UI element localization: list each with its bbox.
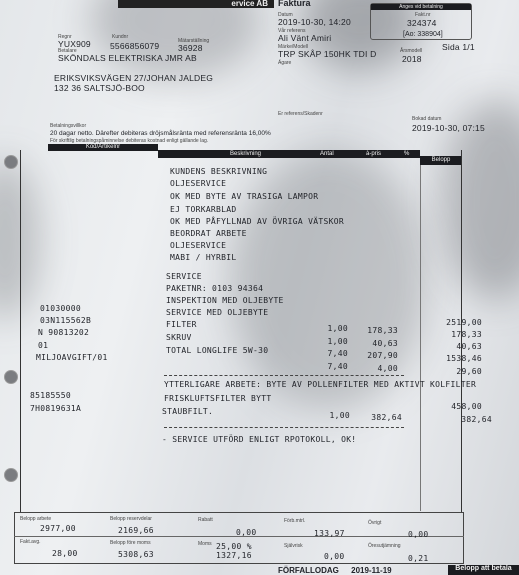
row-desc: SERVICE MED OLJEBYTE <box>166 308 269 317</box>
row-kod: 01 <box>38 341 49 350</box>
ovrigt-label: Övrigt <box>368 520 382 526</box>
forfallodag <box>278 566 392 575</box>
row-kod: 01030000 <box>40 304 81 313</box>
invoice-number: 324374 <box>407 18 437 28</box>
desc-line: MABI / HYRBIL <box>170 253 237 262</box>
punch-hole <box>4 370 18 384</box>
row-antal: 1,00 <box>327 337 348 346</box>
separator-line <box>164 375 404 376</box>
col-pct-label: % <box>404 151 410 157</box>
arbete-label: Belopp arbete <box>20 516 52 522</box>
row-kod: 03N115562B <box>40 316 92 325</box>
separator-line <box>164 427 404 428</box>
row-apris: 4,00 <box>377 364 398 373</box>
regnr: YUX909 <box>58 39 91 49</box>
matar-label: Mätarställning <box>178 38 210 44</box>
oresut-label: Öresutjämning <box>368 543 401 549</box>
desc-line: EJ TORKARBLAD <box>170 205 237 214</box>
row-kod: MILJOAVGIFT/01 <box>36 353 108 362</box>
var-ref-label: Vår referens <box>278 28 306 34</box>
row-kod: 7H0819631A <box>30 404 82 413</box>
row-antal: 1,00 <box>329 411 350 420</box>
row-apris: 178,33 <box>367 326 398 335</box>
desc-line: OLJESERVICE <box>170 179 227 188</box>
amount-to-pay-banner <box>448 565 519 575</box>
row-desc: FILTER <box>166 320 197 329</box>
desc-line: OK MED BYTE AV TRASIGA LAMPOR <box>170 192 319 201</box>
bokad-datum: 2019-10-30, 07:15 <box>412 123 485 133</box>
row-belopp: 2519,00 <box>446 318 482 327</box>
row-belopp: 1538,46 <box>446 354 482 363</box>
address-line-2: 132 36 SALTSJÖ-BOO <box>54 83 145 93</box>
service-line: SERVICE <box>166 272 202 281</box>
col-kod-label: Kod/Artikelnr <box>85 144 121 150</box>
col-belopp-label: Belopp <box>431 157 451 163</box>
address-line-1: ERIKSVIKSVÄGEN 27/JOHAN JALDEG <box>54 73 214 83</box>
moms-value: 1327,16 <box>216 551 252 560</box>
punch-hole <box>4 468 18 482</box>
ao-reference: [Ao: 338904] <box>403 31 443 38</box>
row-kod: N 90813202 <box>38 328 90 337</box>
row-apris: 40,63 <box>372 339 398 348</box>
row-belopp: 40,63 <box>456 342 482 351</box>
row-kod: 85185550 <box>30 391 71 400</box>
company-title: ervice AB <box>231 0 268 8</box>
row-desc: STAUBFILT. <box>162 407 214 416</box>
row-apris: 207,90 <box>367 351 398 360</box>
oresut-value: 0,21 <box>408 554 429 563</box>
arsmodell: 2018 <box>402 54 422 64</box>
arbete-value: 2977,00 <box>40 524 76 533</box>
amount-to-pay-label: Belopp att betala <box>455 565 512 572</box>
agare-label: Ägare <box>278 60 292 66</box>
datum: 2019-10-30, 14:20 <box>278 17 351 27</box>
sjalvrisk-label: Självrisk <box>284 543 303 549</box>
reserv-label: Belopp reservdelar <box>110 516 152 522</box>
bokad-label: Bokad datum <box>412 116 442 122</box>
row-belopp: 29,60 <box>456 367 482 376</box>
closing-note: - SERVICE UTFÖRD ENLIGT RPOTOKOLL, OK! <box>162 435 357 444</box>
villkor: 20 dagar netto. Därefter debiteras dröjsmålsränta med referensränta 16,00% <box>50 130 271 137</box>
forfallodag-value: 2019-11-19 <box>351 566 392 575</box>
service-line: PAKETNR: 0103 94364 <box>166 284 264 293</box>
fore-moms-label: Belopp före moms <box>110 540 151 546</box>
arsmodell-label: Årsmodell <box>400 48 423 54</box>
er-ref-label: Er referens/Skadenr <box>278 111 323 117</box>
matarstallning: 36928 <box>178 43 203 53</box>
faktavg-value: 28,00 <box>52 549 78 558</box>
var-ref: Ali Vänt Amiri <box>278 33 332 43</box>
ovrigt-value: 0,00 <box>408 530 429 539</box>
regnr-label: Regnr <box>58 34 72 40</box>
row-belopp: 178,33 <box>451 330 482 339</box>
row-desc: FRISKLUFTSFILTER BYTT <box>164 394 272 403</box>
villkor-2: För skriftlig betalningspåminnelse debiteras kostnad enligt gällande lag. <box>50 138 209 144</box>
moms-pct: 25,00 % <box>216 542 252 551</box>
marke-label: Märke/Modell <box>278 44 309 50</box>
fore-moms-value: 5308,63 <box>118 550 154 559</box>
betalare-label: Betalare <box>58 48 77 54</box>
col-beskrivning-label: Beskrivning <box>230 151 262 157</box>
title-banner <box>118 0 274 8</box>
marke-modell: TRP SKÅP 150HK TDI D <box>278 49 377 59</box>
invoice-number-box <box>370 3 472 40</box>
top-box-label: Anges vid betalning <box>371 4 471 10</box>
punch-hole <box>4 155 18 169</box>
extra-work-line: YTTERLIGARE ARBETE: BYTE AV POLLENFILTER MED AKTIVT KOLFILTER <box>164 380 477 389</box>
doc-type: Faktura <box>278 0 311 8</box>
row-antal: 1,00 <box>327 324 348 333</box>
row-antal: 7,40 <box>327 362 348 371</box>
sjalvrisk-value: 0,00 <box>324 552 345 561</box>
faktavg-label: Fakt.avg. <box>20 539 41 545</box>
row-belopp: 458,00 <box>451 402 482 411</box>
service-line: INSPEKTION MED OLJEBYTE <box>166 296 284 305</box>
moms-label: Moms <box>198 541 212 547</box>
forb-value: 133,97 <box>314 529 345 538</box>
kundnr: 5566856079 <box>110 41 160 51</box>
villkor-label: Betalningsvillkor <box>50 123 87 129</box>
col-apris-label: à-pris <box>366 151 382 157</box>
kundnr-label: Kundnr <box>112 34 129 40</box>
row-belopp: 382,64 <box>461 415 492 424</box>
rabatt-value: 0,00 <box>236 528 257 537</box>
forb-label: Förb.mtrl. <box>284 518 306 524</box>
row-desc: SKRUV <box>166 333 192 342</box>
reserv-value: 2169,66 <box>118 526 154 535</box>
row-apris: 382,64 <box>371 413 402 422</box>
page-indicator: Sida 1/1 <box>442 42 475 52</box>
desc-line: BEORDRAT ARBETE <box>170 229 247 238</box>
desc-line: OLJESERVICE <box>170 241 227 250</box>
col-antal-label: Antal <box>320 151 334 157</box>
row-antal: 7,40 <box>327 349 348 358</box>
betalare: SKÖNDALS ELEKTRISKA JMR AB <box>58 53 197 63</box>
datum-label: Datum <box>278 12 293 18</box>
forfallodag-label: FÖRFALLODAG <box>278 566 339 575</box>
desc-line: OK MED PÅFYLLNAD AV ÖVRIGA VÄTSKOR <box>170 217 344 226</box>
desc-line: KUNDENS BESKRIVNING <box>170 167 268 176</box>
faktnr-label: Fakt.nr <box>415 12 431 18</box>
row-desc: TOTAL LONGLIFE 5W-30 <box>166 346 269 355</box>
rabatt-label: Rabatt <box>198 517 213 523</box>
